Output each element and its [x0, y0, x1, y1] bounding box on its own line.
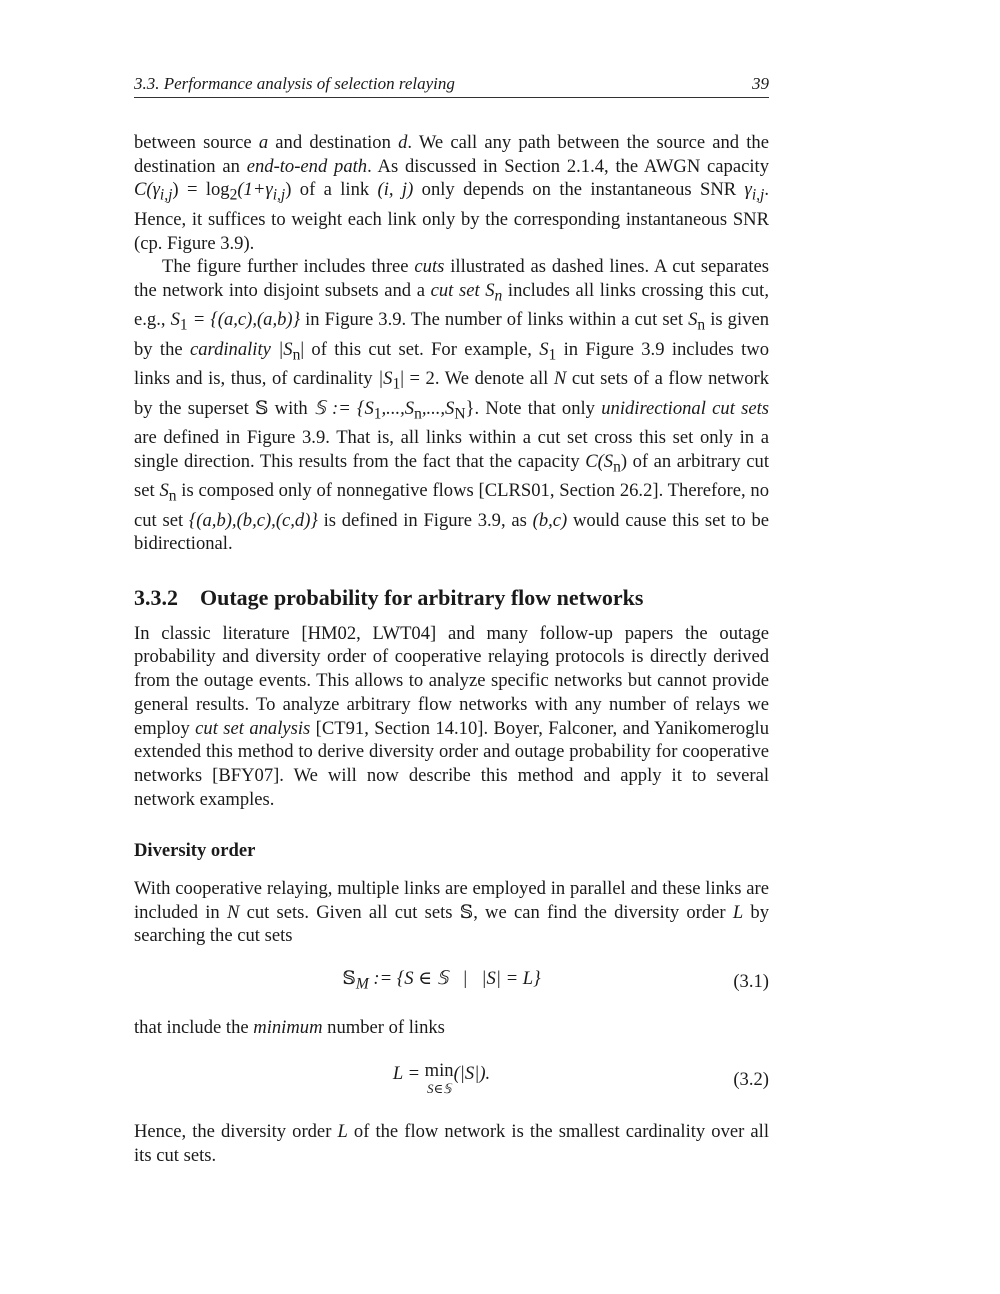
- paragraph-3: In classic literature [HM02, LWT04] and many follow-up papers the outage probability and diversity order of cooperative relaying protocols is directly derived from the outage events. This allows to analyze specific networks but cannot provide general results. To analyze arbitrary flow networks with any number of relays we employ cut set analysis [CT91, Section 14.10]. Boyer, Falconer, and Yanikomeroglu extended this method to derive diversity order and outage probability for cooperative networks [BFY07]. We will now describe this method and apply it to several network examples.: [134, 622, 769, 810]
- section-heading: [134, 586, 769, 610]
- paragraph-5: that include the minimum number of links: [134, 1017, 445, 1039]
- equation-body: 𝕊$_M$ := {S ∈ 𝕊 | |S| = L}: [342, 968, 541, 994]
- paragraph-4: With cooperative relaying, multiple links are employed in parallel and these links are included in N cut sets. Given all cut sets 𝕊, we can find the diversity order L by searching the cut sets: [134, 878, 769, 947]
- running-header: [134, 74, 769, 98]
- equation-number: (3.2): [733, 1068, 769, 1090]
- equation-3-2: [134, 1058, 769, 1102]
- equation-3-1: [134, 966, 769, 998]
- subsection-heading: Diversity order: [134, 840, 256, 862]
- body-text: [134, 131, 769, 1167]
- running-title: 3.3. Performance analysis of selection relaying: [134, 74, 455, 93]
- section-title: Outage probability for arbitrary flow networks: [200, 585, 644, 610]
- paragraph-2: The figure further includes three cuts illustrated as dashed lines. A cut separates the network into disjoint subsets and a cut set $S_n$ includes all links crossing this cut, e.g., $S_1 = \{(a,c),(a,b)\}$ in Figure 3.9. The number of links within a cut set $S_n$ is given by the cardinality $|S_n|$ of this cut set. For example, $S_1$ in Figure 3.9 includes two links and is, thus, of cardinality $|S_1| = 2$. We denote all N cut sets of a flow network by the superset 𝕊 with 𝕊 := $\{S_1,...,S_n,...,S_N\}$. Note that only unidirectional cut sets are defined in Figure 3.9. That is, all links within a cut set cross this set only in a single direction. This results from the fact that the capacity $C(S_n)$ of an arbitrary cut set $S_n$ is composed only of nonnegative flows [CLRS01, Section 26.2]. Therefore, no cut set {(a,b),(b,c),(c,d)} is defined in Figure 3.9, as (b,c) would cause this set to be bidirectional.: [134, 256, 770, 555]
- paragraph-6: Hence, the diversity order L of the flow network is the smallest cardinality over all its cut sets.: [134, 1120, 769, 1166]
- paragraph-1: between source a and destination d. We call any path between the source and the destination an end-to-end path. As discussed in Section 2.1.4, the AWGN capacity $C(\gamma_{i,j}) = \log_2(1+\gamma_{i,j})$ of a link (i, j) only depends on the instantaneous SNR $\gamma_{i,j}$. Hence, it suffices to weight each link only by the corresponding instantaneous SNR (cp. Figure 3.9).: [134, 132, 769, 254]
- equation-number: (3.1): [733, 971, 769, 993]
- section-number: 3.3.2: [134, 585, 178, 610]
- page-number: 39: [752, 74, 769, 93]
- equation-body: L = min S∈𝕊 (|S|).: [392, 1059, 491, 1096]
